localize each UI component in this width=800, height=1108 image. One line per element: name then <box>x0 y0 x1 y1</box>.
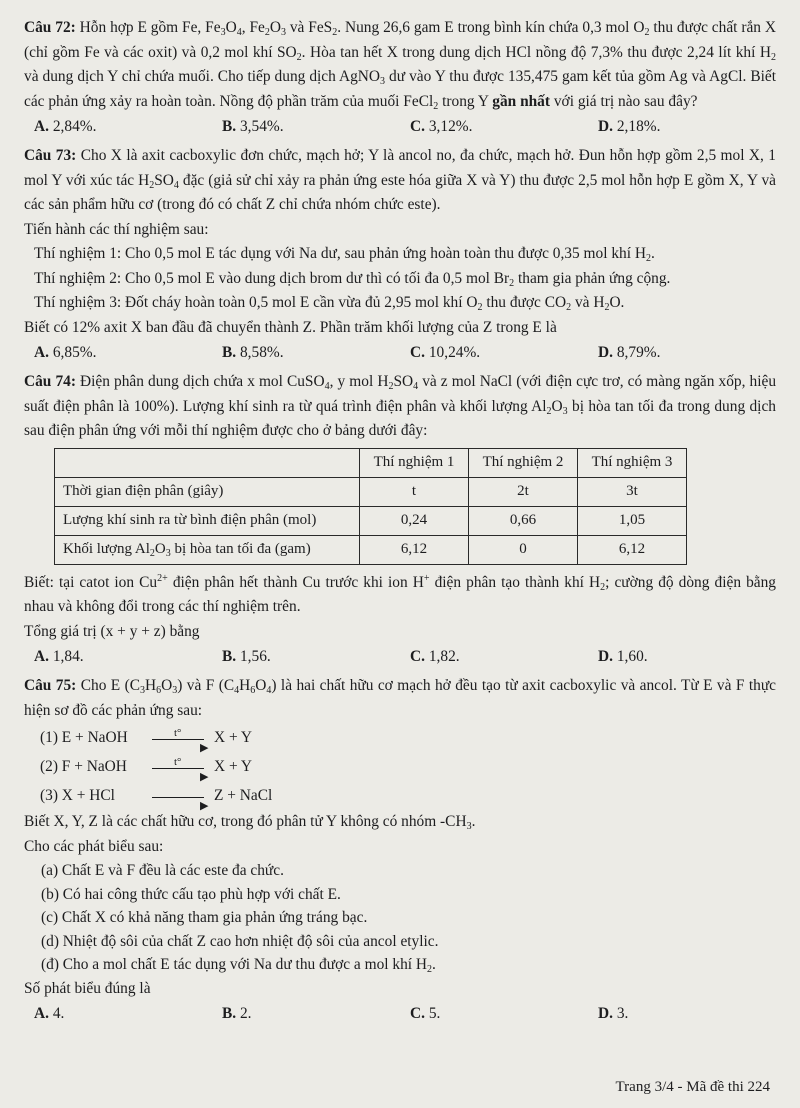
option-b[interactable]: B. 3,54%. <box>222 118 284 135</box>
question-75-known: Biết X, Y, Z là các chất hữu cơ, trong đó phân tử Y không có nhóm $-CH_3$. <box>24 813 476 832</box>
table-header: Thí nghiệm 2 <box>469 448 578 477</box>
option-b[interactable]: B. 2. <box>222 1005 252 1022</box>
question-74-text: Câu 74: Điện phân dung dịch chứa x mol CuSO$_4$, y mol $H_2SO_4$ và z mol NaCl (với điện cực trơ, có màng ngăn xốp, hiệu suất điện phân là 100%). Lượng khí sinh ra từ quá trình điện phân và khối lượng $Al_2O_3$ bị hòa tan tối đa trong dung dịch sau điện phân ứng với mỗi thí nghiệm được cho ở bảng dưới đây: <box>24 373 777 439</box>
option-a[interactable]: A. 2,84%. <box>34 118 97 135</box>
reaction-2: (2) F + NaOH t° ▶ X + Y <box>40 755 253 783</box>
option-d[interactable]: D. 2,18%. <box>598 118 661 135</box>
table-row <box>55 506 687 535</box>
statement-c: (c) Chất X có khả năng tham gia phản ứng tráng bạc. <box>41 909 368 926</box>
question-75-text: Câu 75: Cho E $(C_3H_6O_3)$ và F $(C_4H_6O_4)$ là hai chất hữu cơ mạch hở đều tạo từ axit cacboxylic và ancol. Từ E và F thực hiện sơ đồ các phản ứng sau: <box>24 677 776 719</box>
option-c[interactable]: C. 3,12%. <box>410 118 473 135</box>
table-cell: 6,12 <box>360 535 469 564</box>
option-a[interactable]: A. 1,84. <box>34 648 84 665</box>
answer-options <box>24 342 776 364</box>
table-header: Thí nghiệm 1 <box>360 448 469 477</box>
question-72 <box>24 16 776 138</box>
statement-dd: (đ) Cho a mol chất E tác dụng với Na dư thu được a mol khí $H_2$. <box>41 956 436 975</box>
question-label: Câu 73: <box>24 147 77 164</box>
experiment-3: Thí nghiệm 3: Đốt cháy hoàn toàn 0,5 mol E cần vừa đủ 2,95 mol khí $O_2$ thu được $CO_2$ và $H_2O$. <box>34 294 625 313</box>
electrolysis-table <box>54 448 687 565</box>
row-label: Khối lượng $Al_2O_3$ bị hòa tan tối đa (gam) <box>55 535 360 564</box>
question-73 <box>24 144 776 364</box>
question-label: Câu 74: <box>24 373 76 390</box>
option-d[interactable]: D. 8,79%. <box>598 344 661 361</box>
table-header: Thí nghiệm 3 <box>578 448 687 477</box>
experiments-intro: Tiến hành các thí nghiệm sau: <box>24 220 209 238</box>
table-row <box>55 477 687 506</box>
table-row <box>55 535 687 564</box>
question-74-ask: Tổng giá trị (x + y + z) bằng <box>24 622 200 640</box>
reaction-3: (3) X + HCl ▶ Z + NaCl <box>40 787 273 812</box>
answer-options <box>24 646 776 668</box>
question-label: Câu 75: <box>24 677 77 694</box>
answer-options <box>24 1003 776 1025</box>
option-c[interactable]: C. 5. <box>410 1005 441 1022</box>
statements-intro: Cho các phát biểu sau: <box>24 837 164 855</box>
option-c[interactable]: C. 10,24%. <box>410 344 481 361</box>
reaction-arrow-icon: t° ▶ <box>148 728 214 748</box>
statement-d: (d) Nhiệt độ sôi của chất Z cao hơn nhiệt độ sôi của ancol etylic. <box>41 932 439 950</box>
option-d[interactable]: D. 3. <box>598 1005 629 1022</box>
row-label: Lượng khí sinh ra từ bình điện phân (mol) <box>55 506 360 535</box>
statement-a: (a) Chất E và F đều là các este đa chức. <box>41 862 284 879</box>
answer-options <box>24 116 776 138</box>
reaction-arrow-icon: ▶ <box>148 786 214 806</box>
question-label: Câu 72: <box>24 19 76 36</box>
reaction-1: (1) E + NaOH t° ▶ X + Y <box>40 726 253 754</box>
option-c[interactable]: C. 1,82. <box>410 648 460 665</box>
option-b[interactable]: B. 1,56. <box>222 648 271 665</box>
reaction-arrow-icon: t° ▶ <box>148 757 214 777</box>
question-75-ask: Số phát biểu đúng là <box>24 979 151 997</box>
table-cell: 6,12 <box>578 535 687 564</box>
question-73-text: Câu 73: Cho X là axit cacboxylic đơn chức, mạch hở; Y là ancol no, đa chức, mạch hở. Đun hỗn hợp gồm 2,5 mol X, 1 mol Y với xúc tác $H_2SO_4$ đặc (giả sử chỉ xảy ra phản ứng este hóa giữa X và Y) thu được 2,5 mol hỗn hợp E gồm X, Y và các sản phẩm hữu cơ (trong đó có chất Z chỉ chứa nhóm chức este). <box>24 147 777 213</box>
table-cell: 0 <box>469 535 578 564</box>
question-73-conclusion: Biết có 12% axit X ban đầu đã chuyển thành Z. Phần trăm khối lượng của Z trong E là <box>24 318 557 336</box>
option-d[interactable]: D. 1,60. <box>598 648 648 665</box>
row-label: Thời gian điện phân (giây) <box>55 477 360 506</box>
experiment-2: Thí nghiệm 2: Cho 0,5 mol E vào dung dịch brom dư thì có tối đa 0,5 mol $Br_2$ tham gia phản ứng cộng. <box>34 269 671 289</box>
table-cell: 3t <box>578 477 687 506</box>
table-cell: t <box>360 477 469 506</box>
question-75 <box>24 674 776 1025</box>
experiment-1: Thí nghiệm 1: Cho 0,5 mol E tác dụng với Na dư, sau phản ứng hoàn toàn thu được 0,35 mol khí $H_2$. <box>34 245 655 264</box>
page-footer: Trang 3/4 - Mã đề thi 224 <box>615 1079 770 1095</box>
option-b[interactable]: B. 8,58%. <box>222 344 284 361</box>
option-a[interactable]: A. 6,85%. <box>34 344 97 361</box>
table-cell: 0,66 <box>469 506 578 535</box>
table-cell: 2t <box>469 477 578 506</box>
statement-b: (b) Có hai công thức cấu tạo phù hợp với chất E. <box>41 885 341 903</box>
table-cell: 0,24 <box>360 506 469 535</box>
question-74 <box>24 370 776 668</box>
question-72-text: Câu 72: Hỗn hợp E gồm Fe, $Fe_3O_4$, $Fe_2O_3$ và FeS$_2$. Nung 26,6 gam E trong bình kín chứa 0,3 mol $O_2$ thu được chất rắn X (chỉ gồm Fe và các oxit) và 0,2 mol khí $SO_2$. Hòa tan hết X trong dung dịch HCl nồng độ 7,3% thu được 2,24 lít khí $H_2$ và dung dịch Y chỉ chứa muối. Cho tiếp dung dịch AgNO$_3$ dư vào Y thu được 135,475 gam kết tủa gồm Ag và AgCl. Biết các phản ứng xảy ra hoàn toàn. Nồng độ phần trăm của muối FeCl$_2$ trong Y gần nhất với giá trị nào sau đây? <box>24 19 776 112</box>
table-header-row <box>55 448 687 477</box>
option-a[interactable]: A. 4. <box>34 1005 65 1022</box>
question-74-note: Biết: tại catot ion $Cu^{2+}$ điện phân hết thành Cu trước khi ion H+ điện phân tạo thành khí $H_2$; cường độ dòng điện bằng nhau và không đổi trong các thí nghiệm trên. <box>24 572 776 615</box>
table-cell: 1,05 <box>578 506 687 535</box>
table-corner-cell <box>55 448 360 477</box>
